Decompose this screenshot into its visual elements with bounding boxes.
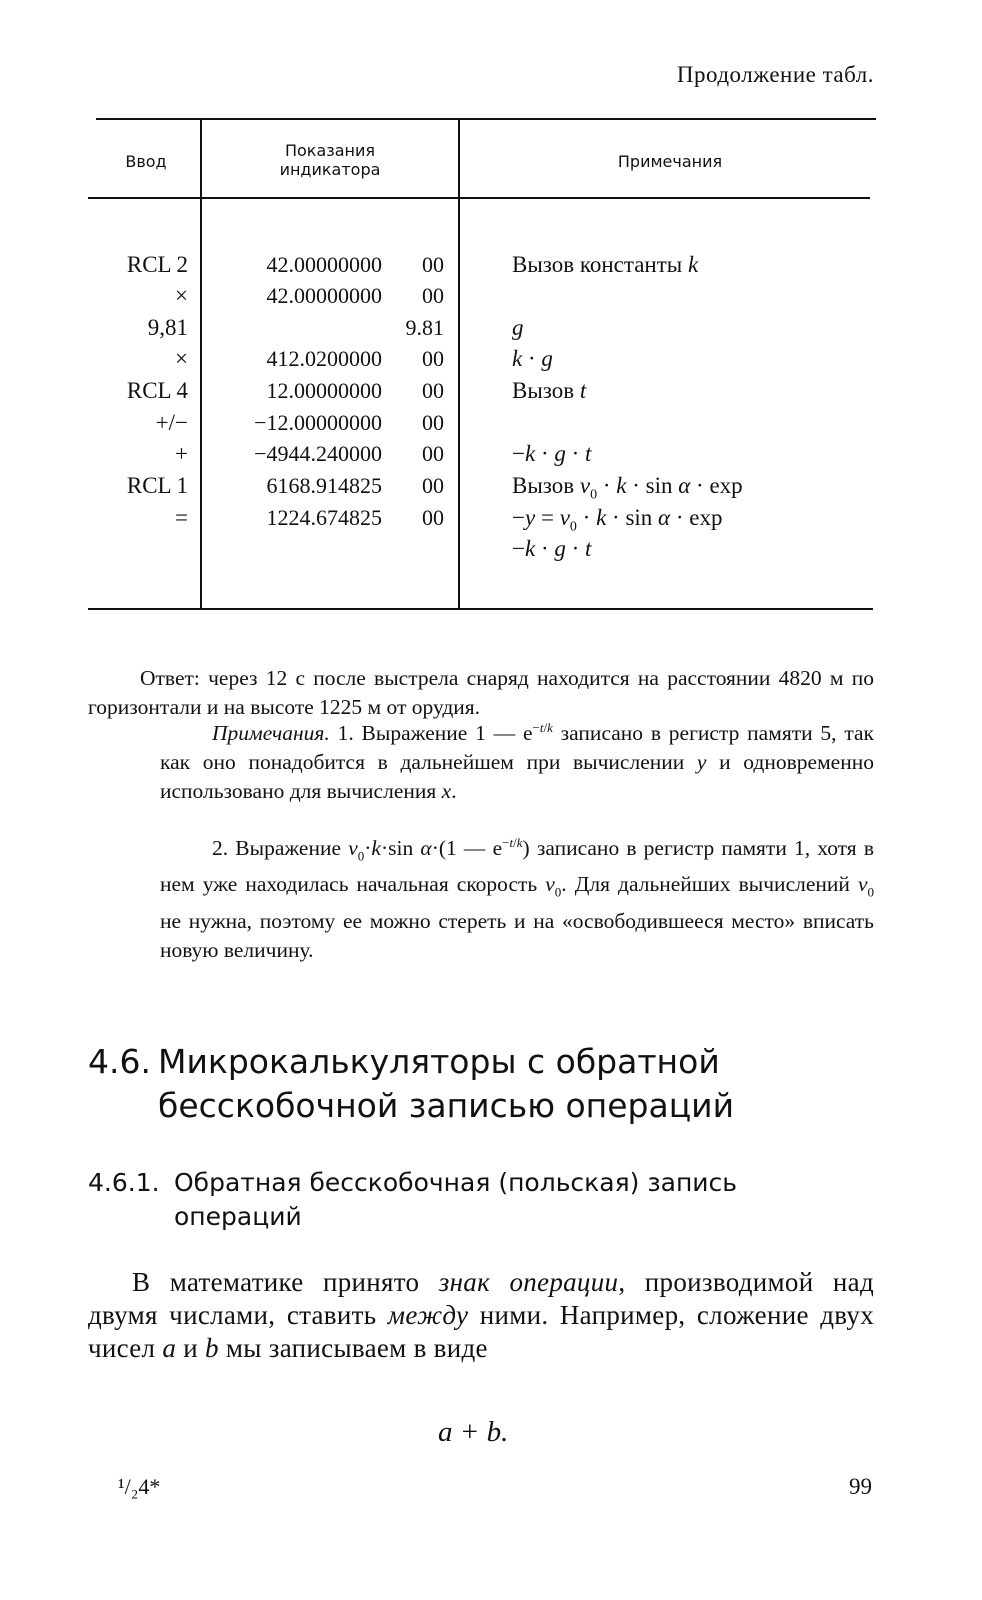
answer-paragraph: Ответ: через 12 с после выстрела снаряд находится на расстоянии 4820 м по горизонтали и на высоте 1225 м от орудия. bbox=[88, 666, 874, 719]
row-note: Вызов t bbox=[512, 378, 587, 403]
signature-mark: ¹/₂4* bbox=[118, 1474, 161, 1499]
row-exponent: 00 bbox=[422, 473, 444, 498]
table-col-divider-1 bbox=[200, 120, 202, 608]
row-exponent: 00 bbox=[422, 505, 444, 530]
subsection-heading bbox=[88, 1166, 737, 1234]
row-note: g bbox=[512, 315, 524, 340]
row-mantissa: −12.00000000 bbox=[254, 410, 382, 435]
row-input: 9,81 bbox=[147, 315, 188, 340]
table-top-rule bbox=[96, 118, 876, 120]
continuation-label: Продолжение табл. bbox=[676, 62, 874, 87]
row-mantissa: 42.00000000 bbox=[266, 252, 382, 277]
subsection-title-line1: Обратная бесскобочная (польская) запись bbox=[174, 1168, 738, 1197]
row-input: × bbox=[175, 283, 188, 308]
table-header-input: Ввод bbox=[125, 152, 167, 171]
section-number: 4.6. bbox=[88, 1042, 151, 1081]
section-heading bbox=[88, 1040, 734, 1128]
table-header-rule bbox=[88, 197, 870, 199]
row-exponent: 9.81 bbox=[405, 315, 444, 340]
table-header-notes: Примечания bbox=[617, 152, 723, 171]
note-1-paragraph: Примечания. 1. Выражение 1 — $e^{-t/k}$ записано в регистр памяти 5, так как оно понадобится в дальнейшем при вычислении y и одновременно использовано для вычисления x. bbox=[160, 720, 874, 804]
row-mantissa: 1224.674825 bbox=[266, 505, 382, 530]
row-input: RCL 2 bbox=[126, 252, 188, 277]
subsection-title-line2: операций bbox=[174, 1202, 302, 1231]
table-bottom-rule bbox=[88, 608, 873, 610]
row-input: RCL 4 bbox=[126, 378, 188, 403]
section-title-line2: бесскобочной записью операций bbox=[158, 1086, 735, 1125]
row-note: −k · g · t bbox=[512, 536, 592, 561]
table-header-display: Показания индикатора bbox=[279, 141, 381, 179]
row-input: × bbox=[175, 346, 188, 371]
section-title-line1: Микрокалькуляторы с обратной bbox=[158, 1042, 720, 1081]
row-exponent: 00 bbox=[422, 252, 444, 277]
row-mantissa: 12.00000000 bbox=[266, 378, 382, 403]
row-mantissa: 412.0200000 bbox=[266, 346, 382, 371]
row-input: +/− bbox=[155, 410, 188, 435]
row-exponent: 00 bbox=[422, 441, 444, 466]
row-exponent: 00 bbox=[422, 283, 444, 308]
body-paragraph: В математике принято знак операции, производимой над двумя числами, ставить между ними. Например, сложение двух чисел a и b мы записываем в виде bbox=[88, 1267, 874, 1363]
row-note: Вызов константы k bbox=[512, 252, 699, 277]
row-note: $-y = v_0 \cdot k \cdot \sin \alpha \cdot \exp$ bbox=[512, 505, 723, 535]
row-input: RCL 1 bbox=[126, 473, 188, 498]
row-note: k · g bbox=[512, 346, 553, 371]
table-col-divider-2 bbox=[458, 120, 460, 608]
formula: a + b. bbox=[438, 1416, 509, 1448]
row-exponent: 00 bbox=[422, 410, 444, 435]
row-mantissa: −4944.240000 bbox=[254, 441, 382, 466]
row-note: Вызов $v_0 \cdot k \cdot \sin \alpha \cdot \exp$ bbox=[512, 473, 743, 503]
row-note: −k · g · t bbox=[512, 441, 592, 466]
page-number: 99 bbox=[849, 1474, 872, 1499]
row-mantissa: 6168.914825 bbox=[266, 473, 382, 498]
row-exponent: 00 bbox=[422, 346, 444, 371]
row-exponent: 00 bbox=[422, 378, 444, 403]
row-input: + bbox=[175, 441, 188, 466]
row-input: = bbox=[175, 505, 188, 530]
subsection-number: 4.6.1. bbox=[88, 1168, 160, 1197]
row-mantissa: 42.00000000 bbox=[266, 283, 382, 308]
note-2-paragraph: 2. Выражение $v_0\cdot k\cdot\sin$ α·(1 — $e^{-t/k}$) записано в регистр памяти 1, хотя в нем уже находилась начальная скорость $v_0$. Для дальнейших вычислений $v_0$ не нужна, поэтому ее можно стереть и на «освободившееся место» вписать новую величину. bbox=[160, 835, 874, 962]
